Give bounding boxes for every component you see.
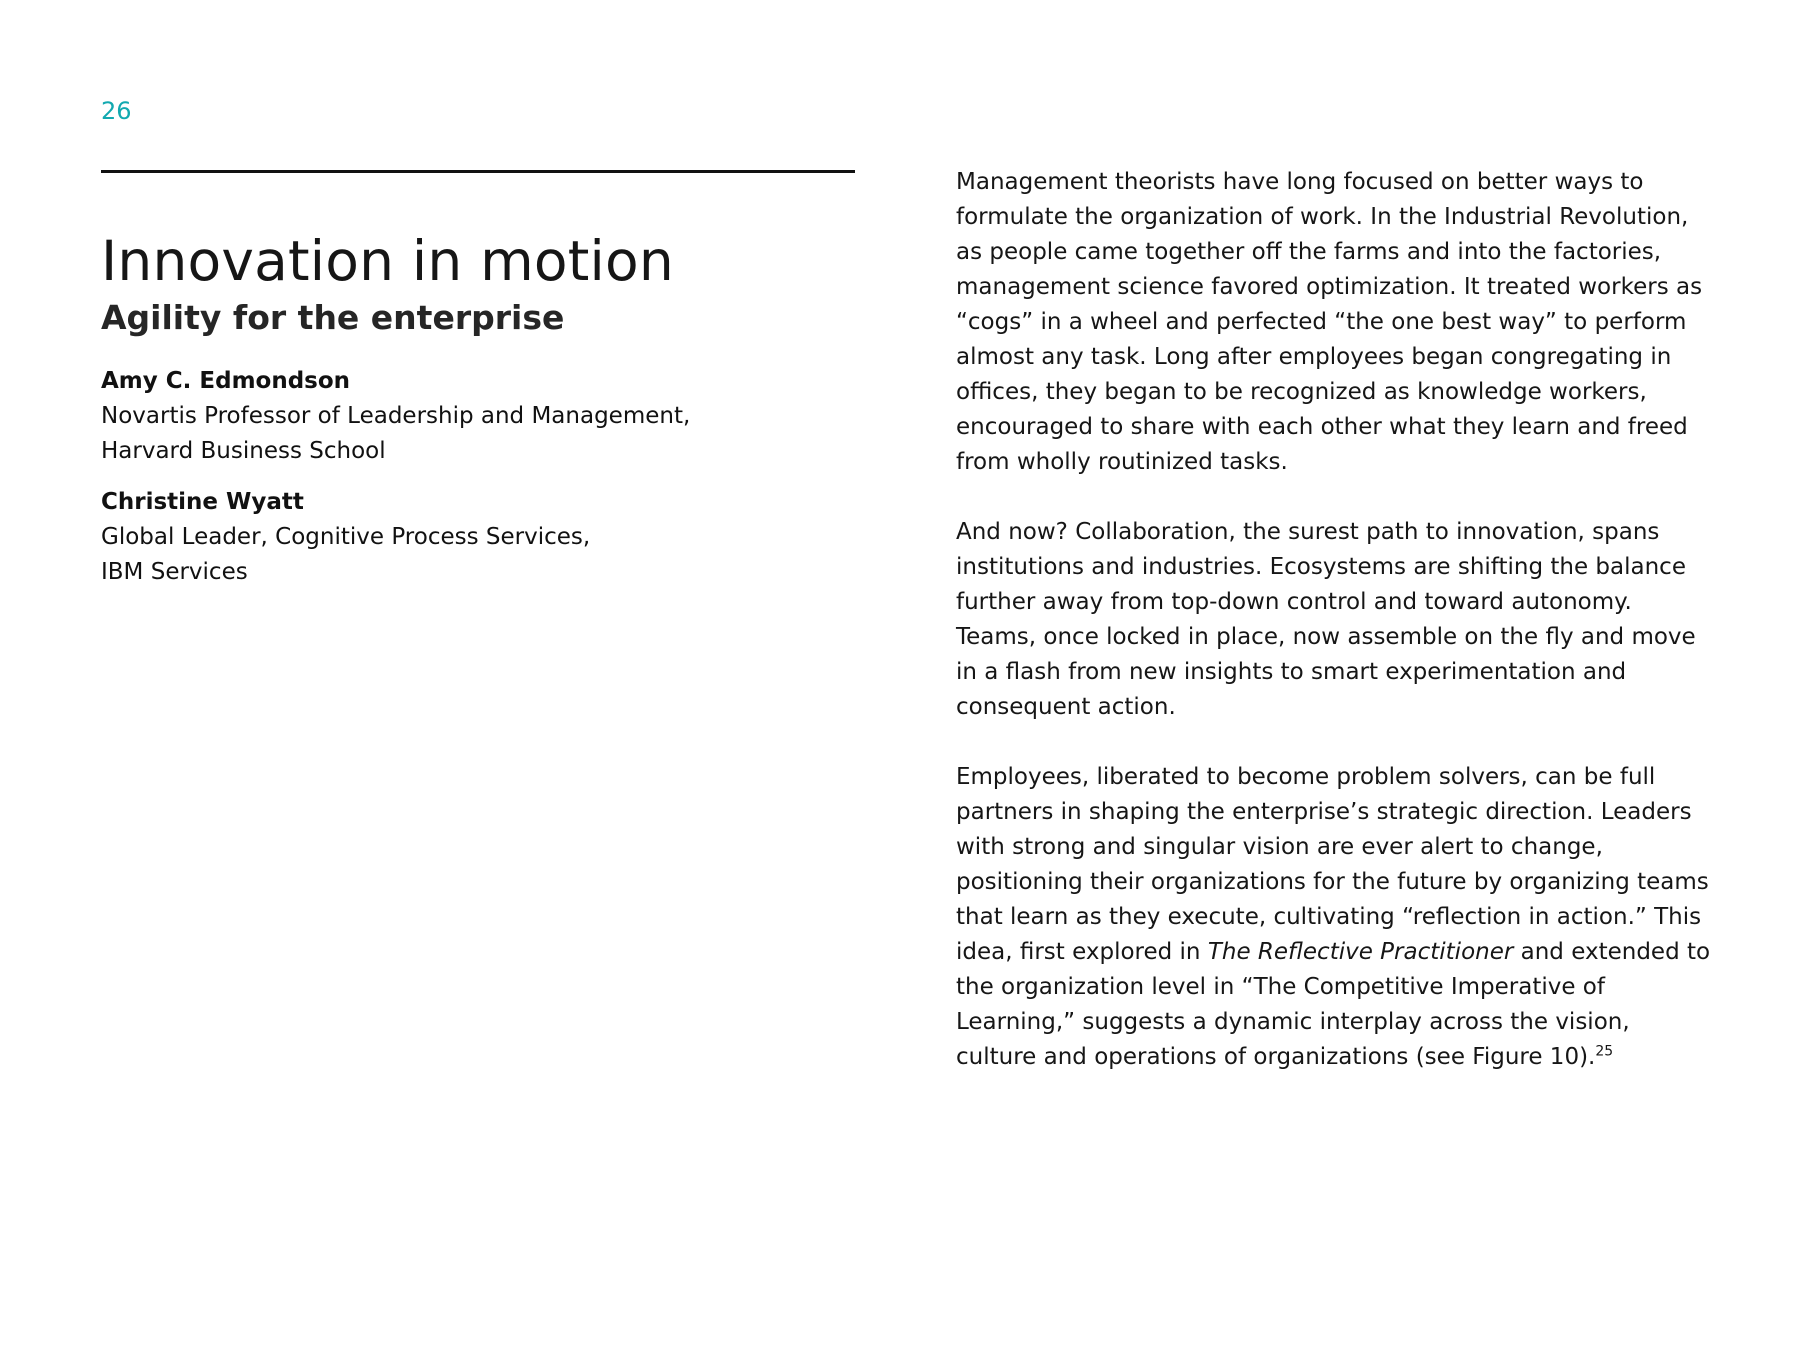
article-header xyxy=(101,228,821,590)
author-affiliation: Harvard Business School xyxy=(101,438,386,464)
author-block xyxy=(101,485,821,590)
book-title: The Reflective Practitioner xyxy=(1207,939,1514,965)
paragraph-text: and extended to the organization level in “The Competitive Imperative of Learning,” suggests a dynamic interplay across the vision, culture and operations of organizations (see Figure 10). xyxy=(956,939,1711,1070)
author-name: Christine Wyatt xyxy=(101,489,304,515)
author-affiliation: IBM Services xyxy=(101,559,248,585)
author-name: Amy C. Edmondson xyxy=(101,368,351,394)
author-role: Global Leader, Cognitive Process Services, xyxy=(101,524,591,550)
paragraph-text: Employees, liberated to become problem solvers, can be full partners in shaping the enterprise’s strategic direction. Leaders with strong and singular vision are ever alert to change, positioning their organizations for the future by organizing teams that learn as they execute, cultivating “reflection in action.” This idea, first explored in xyxy=(956,764,1709,965)
footnote-marker: 25 xyxy=(1595,1043,1614,1060)
body-paragraph xyxy=(956,760,1716,1075)
page-title: Innovation in motion xyxy=(101,229,674,293)
author-role: Novartis Professor of Leadership and Management, xyxy=(101,403,691,429)
page-subtitle: Agility for the enterprise xyxy=(101,298,565,337)
author-block xyxy=(101,364,821,469)
article-body xyxy=(956,165,1716,1110)
body-paragraph: Management theorists have long focused on better ways to formulate the organization of work. In the Industrial Revolution, as people came together off the farms and into the factories, management science favored optimization. It treated workers as “cogs” in a wheel and perfected “the one best way” to perform almost any task. Long after employees began congregating in offices, they began to be recognized as knowledge workers, encouraged to share with each other what they learn and freed from wholly routinized tasks. xyxy=(956,169,1703,475)
body-paragraph: And now? Collaboration, the surest path to innovation, spans institutions and industries. Ecosystems are shifting the balance further away from top-down control and toward autonomy. Teams, once locked in place, now assemble on the fly and move in a flash from new insights to smart experimentation and consequent action. xyxy=(956,519,1696,720)
title-divider xyxy=(101,170,855,173)
page-number: 26 xyxy=(101,97,132,125)
